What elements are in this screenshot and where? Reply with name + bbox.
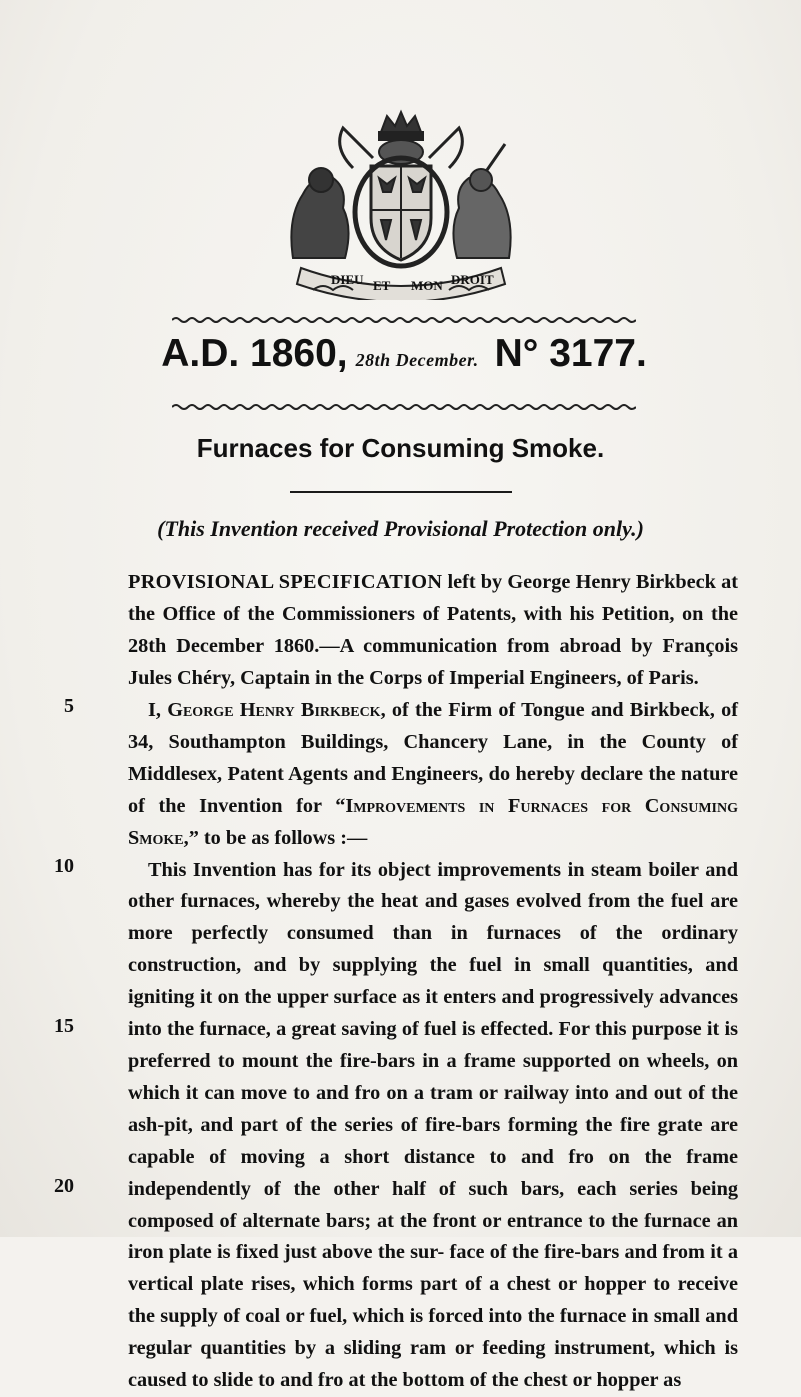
document-title: Furnaces for Consuming Smoke. <box>196 433 605 463</box>
provisional-text: left by George Henry Birkbeck at the Office of the Commissioners of Patents, with his Petition, on the 28th December 1860.—A communication from abroad by François Jules Chéry, Captain in the Corps of Imperial Engineers, of Paris. <box>128 571 738 689</box>
motto-word-3: MON <box>411 278 443 293</box>
patent-number: N° 3177. <box>494 332 647 375</box>
wavy-rule-bottom <box>172 402 636 412</box>
wavy-rule-top <box>172 315 636 325</box>
provisional-lead: PROVISIONAL SPECIFICATION <box>128 571 443 593</box>
line-number-5: 5 <box>64 695 74 717</box>
motto-word-1: DIEU <box>331 272 364 287</box>
motto-word-4: DROIT <box>451 272 494 287</box>
body-paragraph-1 <box>128 695 738 855</box>
patent-header <box>161 332 647 392</box>
line-number-15: 15 <box>54 1015 74 1037</box>
line-number-20: 20 <box>54 1175 74 1197</box>
body-p1-part-b: , of the Firm of Tongue and Birkbeck, of 34, Southampton Buildings, Chancery Lane, in the County of Middlesex, Patent Agents and Engineers, do hereby declare the nature of the Invention for “ <box>128 699 738 817</box>
line-number-10: 10 <box>54 855 74 877</box>
invention-title: Improvements in Furnaces for Consuming Smoke <box>128 794 738 849</box>
royal-coat-of-arms-emblem <box>273 108 529 300</box>
title-divider <box>290 491 512 493</box>
applicant-name: George Henry Birkbeck <box>167 699 381 721</box>
body-p1-part-c: ,” to be as follows :— <box>183 826 368 849</box>
body-paragraph-2: This Invention has for its object improvements in steam boiler and other furnaces, whereby the heat and gases evolved from the fuel are more perfectly consumed than in furnaces of the ordinary construction, and by supplying the fuel in small quantities, and igniting it on the upper surface as it enters and progressively advances into the furnace, a great saving of fuel is effected. For this purpose it is preferred to mount the fire-bars in a frame supported on wheels, on which it can move to and fro on a tram or railway into and out of the ash-pit, and part of the series of fire-bars forming the fire grate are capable of moving a short distance to and fro on the frame independently of the other half of such bars, each series being composed of alternate bars; at the front or entrance to the furnace an iron plate is fixed just above the sur- face of the fire-bars and from it a vertical plate rises, which forms part of a chest or hopper to receive the supply of coal or fuel, which is forced into the furnace in small and regular quantities by a sliding ram or feeding instrument, which is caused to slide to and fro at the bottom of the chest or hopper as <box>128 858 738 1392</box>
specification-body <box>128 695 738 1397</box>
body-p1-part-a: I, <box>148 699 168 721</box>
patent-date: 28th December. <box>355 350 479 370</box>
provisional-specification-paragraph <box>128 567 738 695</box>
motto-word-2: ET <box>373 278 391 293</box>
protection-note: (This Invention received Provisional Protection only.) <box>157 516 644 541</box>
patent-year: A.D. 1860, <box>161 332 348 375</box>
